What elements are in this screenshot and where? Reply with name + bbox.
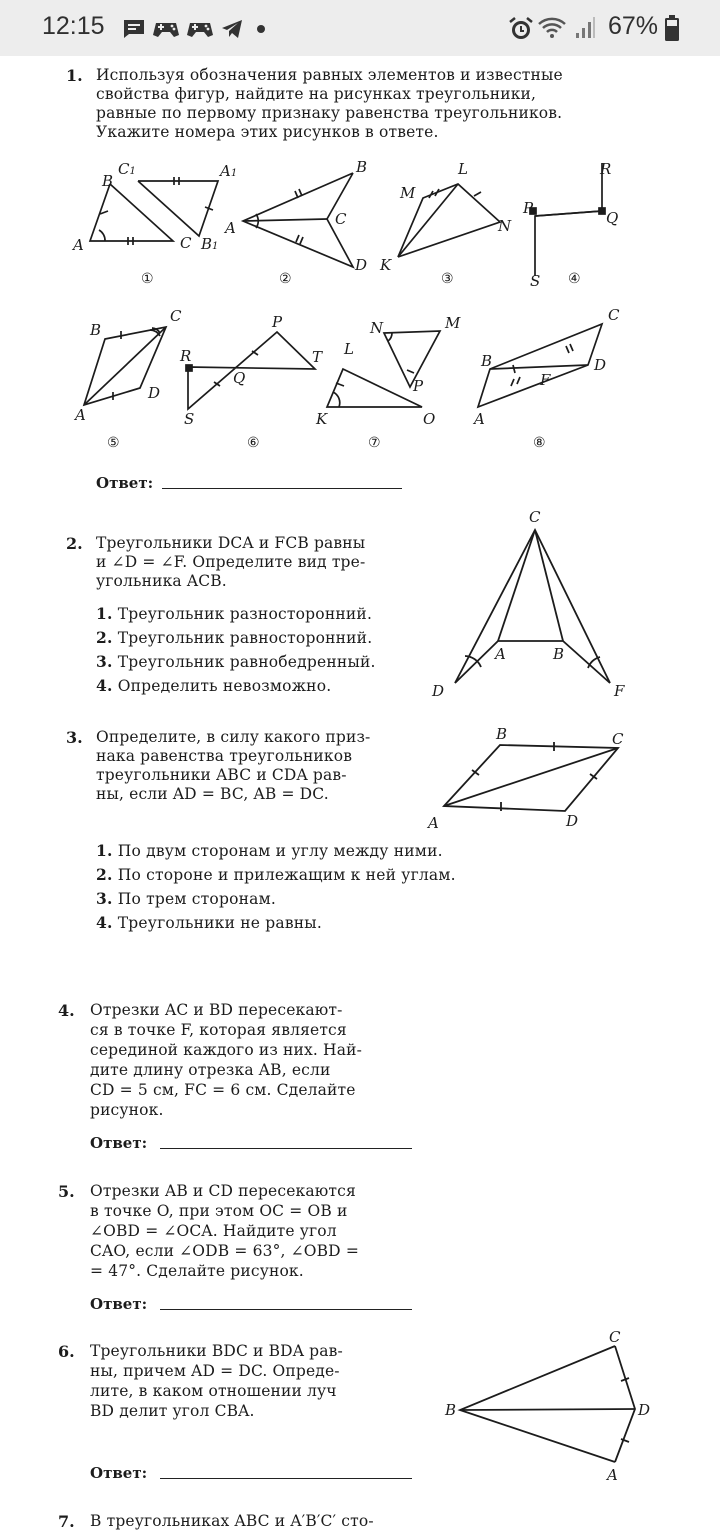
task-1-line: равные по первому признаку равенства треугольников. [96,104,563,122]
task-4-line: CD = 5 см, FC = 6 см. Сделайте [90,1081,356,1099]
task-2-number: 2. [66,534,83,553]
task-6-line: Треугольники BDC и BDA рав- [90,1342,343,1360]
task-7-number: 7. [58,1512,75,1531]
svg-text:R: R [180,347,192,365]
svg-text:N: N [498,217,512,235]
message-icon [122,17,146,41]
status-time: 12:15 [42,12,105,40]
svg-text:B: B [445,1401,457,1419]
signal-icon [574,16,596,40]
task-3-option-1[interactable]: 1. По двум сторонам и углу между ними. [96,841,443,860]
svg-text:A: A [75,406,86,424]
svg-text:N: N [370,319,384,337]
svg-text:A: A [607,1466,618,1484]
task-5-line: Отрезки AB и CD пересекаются [90,1182,356,1200]
svg-text:P: P [523,199,534,217]
svg-text:P: P [272,313,283,331]
task-1-line: свойства фигур, найдите на рисунках треугольники, [96,85,537,103]
task-6-figure [0,56,720,1520]
svg-text:Q: Q [606,209,619,227]
svg-text:B: B [496,725,508,743]
svg-text:B: B [481,352,493,370]
svg-text:A: A [73,236,84,254]
svg-text:M: M [400,184,416,202]
svg-text:A1: A1 [220,162,238,180]
task-1-line: Укажите номера этих рисунков в ответе. [96,123,439,141]
task-5-number: 5. [58,1182,75,1201]
svg-text:B: B [102,172,114,190]
svg-text:R: R [600,160,612,178]
task-2-line: Треугольники DCA и FCB равны [96,534,366,552]
svg-text:B: B [553,645,565,663]
svg-text:D: D [638,1401,651,1419]
svg-text:③: ③ [441,271,454,287]
task-6-answer-field[interactable] [160,1478,412,1479]
task-6-number: 6. [58,1342,75,1361]
task-6-line: BD делит угол CBA. [90,1402,255,1420]
task-3-line: нака равенства треугольников [96,747,353,765]
svg-text:C: C [612,730,624,748]
svg-text:A: A [225,219,236,237]
task-3-line: Определите, в силу какого приз- [96,728,371,746]
task-4-line: дите длину отрезка AB, если [90,1061,331,1079]
task-7-line: В треугольниках ABC и A′B′C′ сто- [90,1512,374,1530]
svg-text:⑧: ⑧ [533,435,546,451]
task-6-line: лите, в каком отношении луч [90,1382,337,1400]
svg-text:C: C [608,306,620,324]
task-3-line: ны, если AD = BC, AB = DC. [96,785,329,803]
svg-text:K: K [316,410,328,428]
svg-text:K: K [380,256,392,274]
task-2-option-2[interactable]: 2. Треугольник равносторонний. [96,628,373,647]
svg-text:C: C [609,1328,621,1346]
task-4-line: серединой каждого из них. Най- [90,1041,362,1059]
svg-text:⑥: ⑥ [247,435,260,451]
svg-text:④: ④ [568,271,581,287]
svg-text:B: B [356,158,368,176]
task-2-option-3[interactable]: 3. Треугольник равнобедренный. [96,652,376,671]
task-3-option-3[interactable]: 3. По трем сторонам. [96,889,276,908]
svg-text:L: L [344,340,354,358]
task-3-option-2[interactable]: 2. По стороне и прилежащим к ней углам. [96,865,456,884]
task-4-line: Отрезки AC и BD пересекают- [90,1001,343,1019]
task-5-line: в точке O, при этом OC = OB и [90,1202,348,1220]
task-6-answer-label: Ответ: [90,1464,148,1482]
task-5-line: = 47°. Сделайте рисунок. [90,1262,304,1280]
task-3-line: треугольники ABC и CDA рав- [96,766,347,784]
svg-text:A: A [428,814,439,832]
task-6-line: ны, причем AD = DC. Опреде- [90,1362,340,1380]
status-bar [0,0,720,56]
wifi-icon [538,16,566,40]
gamepad-icon [186,17,214,41]
task-1-line: Используя обозначения равных элементов и известные [96,66,563,84]
task-5-line: CAO, если ∠ODB = 63°, ∠OBD = [90,1242,359,1260]
task-3-option-4[interactable]: 4. Треугольники не равны. [96,913,322,932]
task-2-option-1[interactable]: 1. Треугольник разносторонний. [96,604,373,623]
svg-text:C1: C1 [118,160,136,178]
svg-text:D: D [594,356,607,374]
svg-text:F: F [614,682,625,700]
svg-text:⑤: ⑤ [107,435,120,451]
battery-icon [664,14,680,42]
svg-text:②: ② [279,271,292,287]
task-4-answer-label: Ответ: [90,1134,148,1152]
svg-text:P: P [413,377,424,395]
task-2-option-4[interactable]: 4. Определить невозможно. [96,676,332,695]
task-4-line: рисунок. [90,1101,164,1119]
svg-text:O: O [423,410,436,428]
svg-text:T: T [312,348,323,366]
svg-text:D: D [566,812,579,830]
task-3-number: 3. [66,728,83,747]
task-2-line: и ∠D = ∠F. Определите вид тре- [96,553,366,571]
task-4-line: ся в точке F, которая является [90,1021,347,1039]
telegram-icon [220,17,244,41]
task-1-answer-label: Ответ: [96,474,154,492]
task-5-answer-label: Ответ: [90,1295,148,1313]
svg-text:D: D [432,682,445,700]
svg-text:⑦: ⑦ [368,435,381,451]
svg-text:C: C [180,234,192,252]
document-page [0,56,720,1531]
svg-text:M: M [445,314,461,332]
svg-text:C: C [170,307,182,325]
task-4-number: 4. [58,1001,75,1020]
dot-icon [256,24,266,34]
task-5-line: ∠OBD = ∠OCA. Найдите угол [90,1222,337,1240]
task-2-line: угольника ACB. [96,572,227,590]
svg-text:A: A [474,410,485,428]
svg-text:L: L [458,160,468,178]
svg-text:F: F [540,371,551,389]
svg-text:Q: Q [233,369,246,387]
svg-text:S: S [530,272,541,290]
svg-text:D: D [148,384,161,402]
svg-text:C: C [529,508,541,526]
task-1-number: 1. [66,66,83,85]
battery-percent: 67% [607,12,658,40]
svg-text:D: D [355,256,368,274]
alarm-icon [508,16,534,42]
svg-text:①: ① [141,271,154,287]
svg-text:B: B [90,321,102,339]
svg-text:A: A [495,645,506,663]
svg-text:C: C [335,210,347,228]
gamepad-icon [152,17,180,41]
svg-text:B1: B1 [201,235,219,253]
svg-text:S: S [184,410,195,428]
